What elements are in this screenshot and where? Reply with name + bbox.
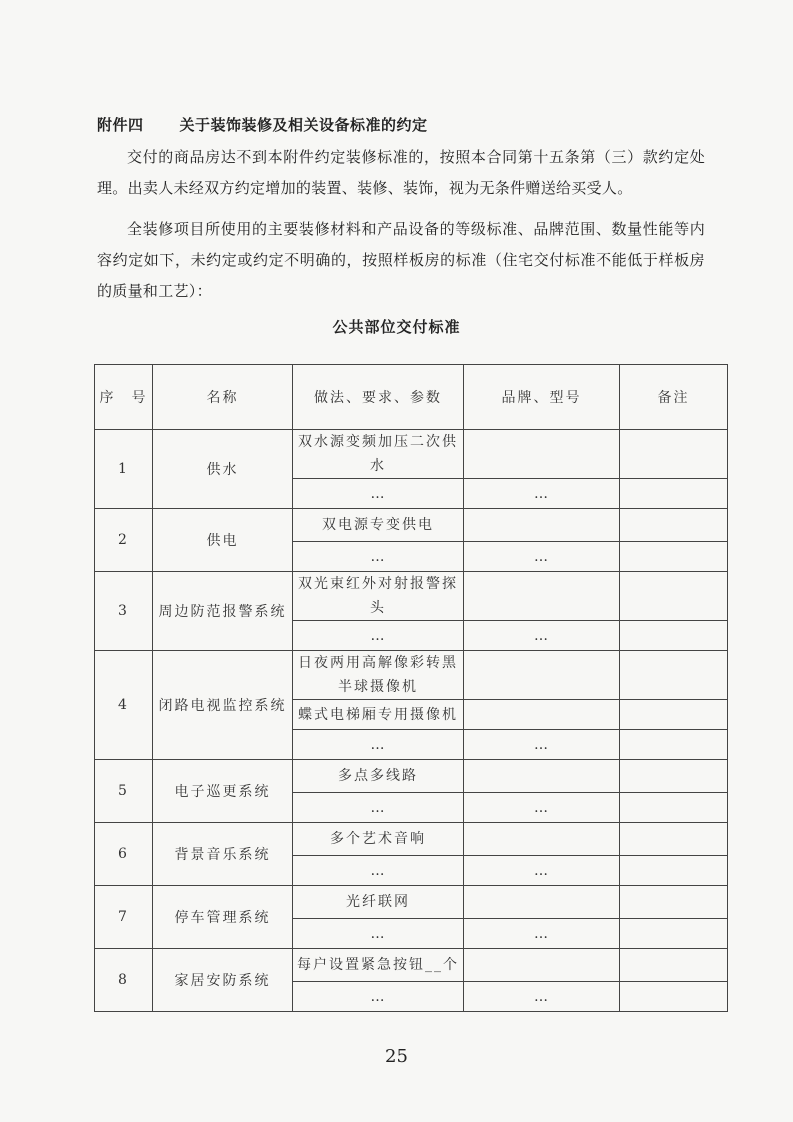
table-row (95, 430, 728, 479)
appendix-title: 关于装饰装修及相关设备标准的约定 (179, 116, 428, 134)
header-note: 备注 (620, 365, 728, 430)
item-name: 供水 (153, 430, 293, 509)
brand-cell (464, 823, 620, 856)
brand-cell: … (464, 919, 620, 949)
method-cell: 双光束红外对射报警探头 (293, 572, 464, 621)
brand-cell: … (464, 856, 620, 886)
method-cell: … (293, 856, 464, 886)
method-cell: 多个艺术音响 (293, 823, 464, 856)
delivery-standard-table (94, 364, 728, 1012)
brand-cell (464, 572, 620, 621)
brand-cell: … (464, 479, 620, 509)
note-cell (620, 730, 728, 760)
brand-cell (464, 651, 620, 700)
paragraph-delivery-terms: 交付的商品房达不到本附件约定装修标准的，按照本合同第十五条第（三）款约定处理。出卖人未经双方约定增加的装置、装修、装饰，视为无条件赠送给买受人。 (97, 148, 705, 197)
method-cell: 每户设置紧急按钮__个 (293, 949, 464, 982)
brand-cell (464, 760, 620, 793)
item-name: 周边防范报警系统 (153, 572, 293, 651)
method-cell: … (293, 542, 464, 572)
note-cell (620, 919, 728, 949)
note-cell (620, 760, 728, 793)
brand-cell (464, 430, 620, 479)
method-cell: … (293, 621, 464, 651)
item-name: 供电 (153, 509, 293, 572)
row-number: 3 (95, 572, 153, 651)
appendix-label: 附件四 (97, 116, 144, 134)
note-cell (620, 793, 728, 823)
row-number: 5 (95, 760, 153, 823)
brand-cell (464, 700, 620, 730)
row-number: 8 (95, 949, 153, 1012)
note-cell (620, 700, 728, 730)
method-cell: … (293, 479, 464, 509)
table-row (95, 509, 728, 542)
brand-cell: … (464, 982, 620, 1012)
note-cell (620, 949, 728, 982)
row-number: 4 (95, 651, 153, 760)
method-cell: 双电源专变供电 (293, 509, 464, 542)
note-cell (620, 982, 728, 1012)
method-cell: 蝶式电梯厢专用摄像机 (293, 700, 464, 730)
header-name: 名称 (153, 365, 293, 430)
header-row (95, 365, 728, 430)
table-row (95, 572, 728, 621)
method-cell: … (293, 793, 464, 823)
table-row (95, 760, 728, 793)
method-cell: 光纤联网 (293, 886, 464, 919)
row-number: 2 (95, 509, 153, 572)
brand-cell: … (464, 621, 620, 651)
page-number: 25 (385, 1046, 408, 1067)
table-title: 公共部位交付标准 (332, 318, 461, 336)
note-cell (620, 542, 728, 572)
table-body (95, 430, 728, 1012)
note-cell (620, 823, 728, 856)
method-cell: 双水源变频加压二次供水 (293, 430, 464, 479)
method-cell: … (293, 730, 464, 760)
method-cell: 日夜两用高解像彩转黑半球摄像机 (293, 651, 464, 700)
brand-cell (464, 886, 620, 919)
note-cell (620, 856, 728, 886)
note-cell (620, 886, 728, 919)
note-cell (620, 509, 728, 542)
item-name: 电子巡更系统 (153, 760, 293, 823)
header-brand: 品牌、型号 (464, 365, 620, 430)
row-number: 7 (95, 886, 153, 949)
item-name: 背景音乐系统 (153, 823, 293, 886)
brand-cell (464, 949, 620, 982)
table-row (95, 949, 728, 982)
header-no: 序 号 (95, 365, 153, 430)
paragraph-material-standards: 全装修项目所使用的主要装修材料和产品设备的等级标准、品牌范围、数量性能等内容约定如下，未约定或约定不明确的，按照样板房的标准（住宅交付标准不能低于样板房的质量和工艺）： (97, 220, 705, 300)
brand-cell: … (464, 793, 620, 823)
row-number: 6 (95, 823, 153, 886)
brand-cell: … (464, 730, 620, 760)
note-cell (620, 621, 728, 651)
method-cell: … (293, 919, 464, 949)
table-row (95, 886, 728, 919)
item-name: 停车管理系统 (153, 886, 293, 949)
note-cell (620, 430, 728, 479)
item-name: 家居安防系统 (153, 949, 293, 1012)
row-number: 1 (95, 430, 153, 509)
method-cell: 多点多线路 (293, 760, 464, 793)
table-row (95, 651, 728, 700)
method-cell: … (293, 982, 464, 1012)
brand-cell: … (464, 542, 620, 572)
item-name: 闭路电视监控系统 (153, 651, 293, 760)
brand-cell (464, 509, 620, 542)
header-method: 做法、要求、参数 (293, 365, 464, 430)
appendix-heading (97, 114, 428, 135)
note-cell (620, 651, 728, 700)
table-row (95, 823, 728, 856)
note-cell (620, 479, 728, 509)
note-cell (620, 572, 728, 621)
table-header (95, 365, 728, 430)
